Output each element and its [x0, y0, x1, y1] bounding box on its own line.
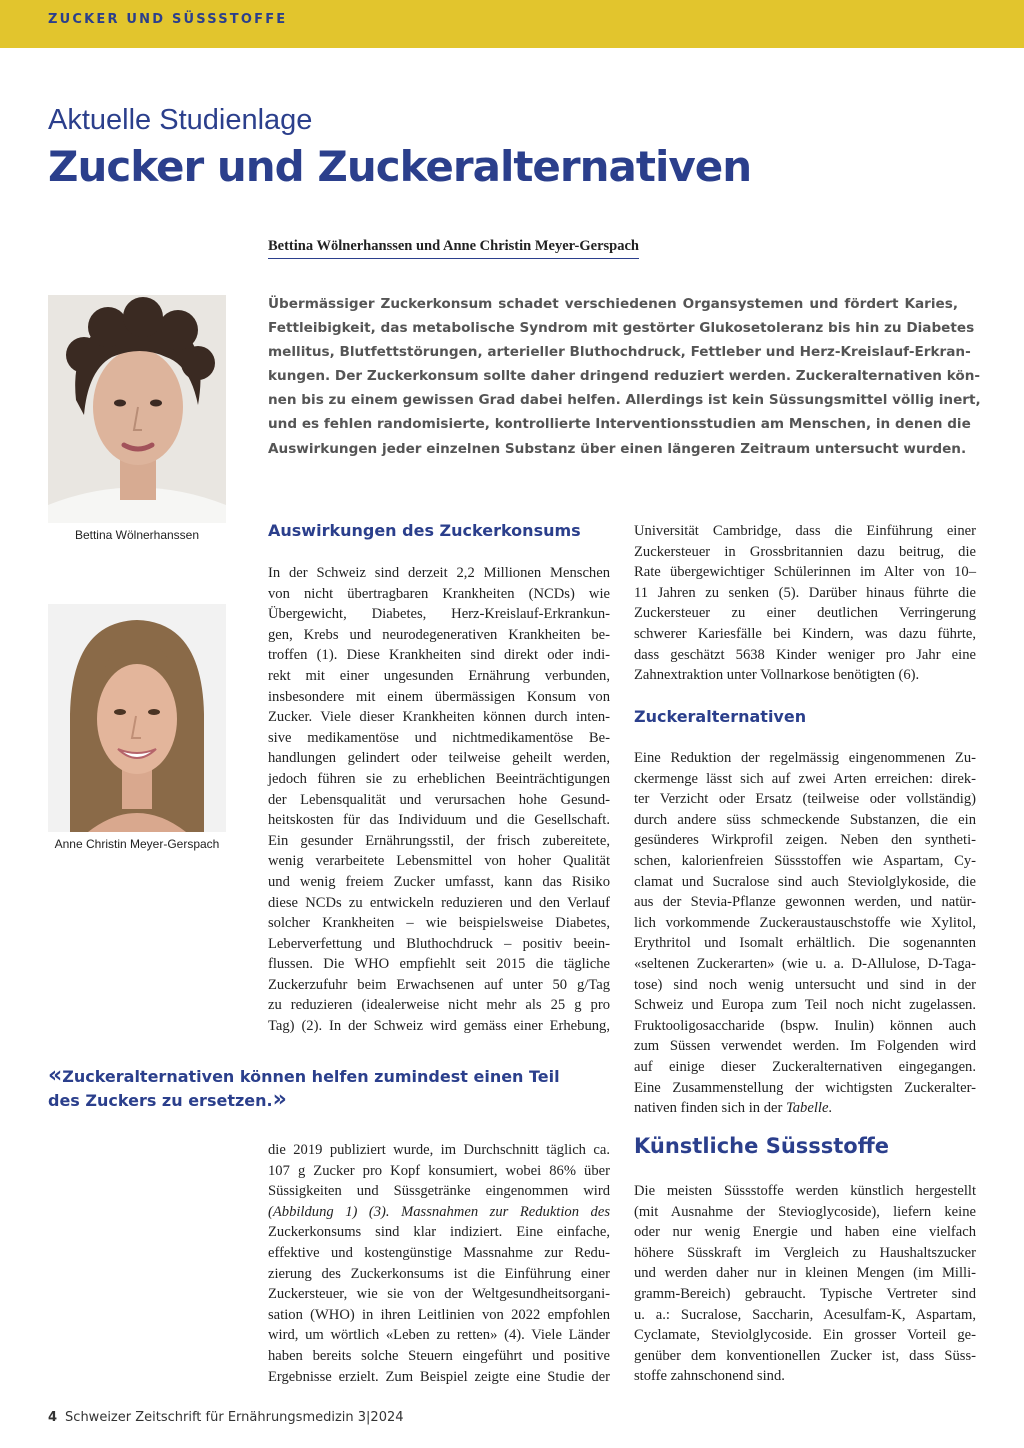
text-line: Zuckersteuer zu einer deutlichen Verringerung	[634, 605, 976, 622]
abstract-line: kungen. Der Zuckerkonsum sollte daher dringend reduziert werden. Zuckeralternativen kön-	[268, 368, 981, 385]
text-line: durch andere süss schmeckende Substanzen, die ein	[634, 811, 976, 828]
text-line: Schweiz und Europa zum Teil noch nicht zugelassen.	[634, 997, 976, 1014]
text-line: Universität Cambridge, dass die Einführung einer	[634, 523, 976, 539]
abstract-line: nen bis zu einem gewissen Grad dabei helfen. Allerdings ist kein Süssungsmittel völlig inert,	[268, 392, 981, 409]
quote-open-mark: «	[48, 1063, 63, 1088]
text-line: solcher Krankheiten – wie beispielsweise Diabetes,	[268, 915, 610, 932]
body-text-mid-lower	[268, 1140, 610, 1387]
text-line: (mit Ausnahme der Stevioglycoside), liefern keine	[634, 1203, 976, 1220]
text-line: Cyclamate, Steviolglycoside. Ein grosser Vorteil ge-	[634, 1327, 976, 1344]
text-line: Ein gesunder Ernährungsstil, der frisch zubereitete,	[268, 832, 610, 849]
text-line: genüber dem konventionellen Zucker ist, dass Süss-	[634, 1347, 976, 1364]
text-line: gramm-Bereich) gebraucht. Typische Vertreter sind	[634, 1285, 976, 1302]
text-line: wenig verarbeitete Lebensmittel von hoher Qualität	[268, 853, 610, 870]
text-line: Eine Reduktion der regelmässig eingenommenen Zu-	[634, 750, 976, 766]
text-line	[634, 1098, 976, 1119]
text-line: lich vorkommende Zuckeraustauschstoffe wie Xylitol,	[634, 914, 976, 931]
text-line: sive medikamentöse und nichtmedikamentöse Be-	[268, 729, 610, 746]
text-line: Eine Zusammenstellung der wichtigsten Zuckeralter-	[634, 1079, 976, 1096]
abstract-line: Auswirkungen jeder einzelnen Substanz über einen längeren Zeitraum untersucht wurden.	[268, 440, 967, 457]
text-line: auf einige dieser Zuckeralternativen eingegangen.	[634, 1058, 976, 1075]
text-line: Zuckersteuer, wie sie von der Weltgesundheitsorgani-	[268, 1286, 610, 1303]
section-heading-zuckeralternativen: Zuckeralternativen	[634, 707, 807, 726]
author-caption-meyer-gerspach: Anne Christin Meyer-Gerspach	[54, 837, 220, 851]
text-line: dass geschätzt 5638 Kinder weniger pro Jahr eine	[634, 646, 976, 663]
text-line: schen, kalorienfreien Süssstoffen wie Aspartam, Cy-	[634, 852, 976, 869]
text-line: höhere Süsskraft im Vergleich zu Haushaltszucker	[634, 1244, 976, 1261]
section-label: ZUCKER UND SÜSSSTOFFE	[48, 12, 288, 27]
text-line: aus der Stevia-Pflanze gewonnen werden, und natür-	[634, 894, 976, 911]
text-line: Zucker. Viele dieser Krankheiten können durch inten-	[268, 709, 610, 726]
text-line: Zuckerzufuhr beim Erwachsenen auf unter 50 g/Tag	[268, 976, 610, 993]
article-authors: Bettina Wölnerhanssen und Anne Christin Meyer-Gerspach	[268, 238, 639, 259]
quote-close-mark: »	[272, 1087, 287, 1112]
author-photo-woelnerhanssen	[48, 295, 226, 523]
text-line: schwerer Kariesfälle bei Kindern, was dazu führte,	[634, 625, 976, 642]
abstract-line: Übermässiger Zuckerkonsum schadet verschiedenen Organsystemen und fördert Karies,	[268, 296, 958, 312]
text-line: flussen. Die WHO empfiehlt seit 2015 die tägliche	[268, 956, 610, 973]
text-line: gen, Krebs und neurodegenerativen Krankheiten be-	[268, 626, 610, 643]
text-line: und werden daher nur in kleinen Mengen (im Milli-	[634, 1265, 976, 1282]
body-text-right-middle	[634, 748, 976, 1119]
text-line: Zahnextraktion unter Vollnarkose benötigten (6).	[634, 667, 920, 684]
text-line: von nicht übertragbaren Krankheiten (NCDs) wie	[268, 585, 610, 602]
author-photo-meyer-gerspach	[48, 604, 226, 832]
text-line: diese NCDs zu entwickeln reduzieren und den Verlauf	[268, 894, 610, 911]
text-line: 11 Jahren zu senken (5). Darüber hinaus führte die	[634, 584, 976, 601]
text-line: wird, um wörtlich «Leben zu retten» (4). Viele Länder	[268, 1327, 610, 1344]
text-fragment: .	[828, 1100, 833, 1117]
article-title: Zucker und Zuckeralternativen	[48, 142, 752, 191]
text-line: Übergewicht, Diabetes, Herz-Kreislauf-Erkrankun-	[268, 606, 610, 623]
section-heading-zuckerkonsum: Auswirkungen des Zuckerkonsums	[268, 521, 581, 540]
text-line: Leberverfettung und Bluthochdruck – positiv beein-	[268, 935, 610, 952]
author-caption-woelnerhanssen: Bettina Wölnerhanssen	[74, 528, 200, 542]
body-text-mid-upper	[268, 563, 610, 1037]
quote-line: Zuckeralternativen können helfen zumindest einen Teil	[62, 1067, 560, 1086]
text-line: «seltenen Zuckerarten» (wie u. a. D-Allulose, D-Taga-	[634, 955, 976, 972]
text-line: stoffe zahnschonend sind.	[634, 1368, 785, 1385]
text-line: 107 g Zucker pro Kopf konsumiert, wobei 86% über	[268, 1162, 610, 1179]
text-line: zum Süssen verwendet werden. Im Folgenden wird	[634, 1038, 976, 1055]
text-line: In der Schweiz sind derzeit 2,2 Millionen Menschen	[268, 565, 610, 581]
text-line: heitskosten für das Individuum und die Gesellschaft.	[268, 812, 610, 829]
text-line: Die meisten Süssstoffe werden künstlich hergestellt	[634, 1183, 976, 1199]
abstract-line: Fettleibigkeit, das metabolische Syndrom mit gestörter Glukosetoleranz bis hin zu Diabetes	[268, 320, 975, 337]
text-line: handlungen gelindert oder teilweise geheilt werden,	[268, 750, 610, 767]
text-line: Rate übergewichtiger Schülerinnen im Alter von 10–	[634, 564, 976, 581]
text-line: sation (WHO) in ihren Leitlinien von 2022 empfohlen	[268, 1306, 610, 1323]
text-line: Süssigkeiten und Süssgetränke eingenommen wird	[268, 1183, 610, 1200]
text-line: Zuckerkonsums sind klar indiziert. Eine einfache,	[268, 1224, 610, 1241]
text-line: der Lebensqualität und verursachen hohe Gesund-	[268, 791, 610, 808]
text-line: clamat und Sucralose sind auch Steviolglykoside, die	[634, 873, 976, 890]
text-line: Fruktooligosaccharide (bspw. Inulin) können auch	[634, 1017, 976, 1034]
text-line: Erythritol und Isomalt erhältlich. Die sogenannten	[634, 935, 976, 952]
text-line: insbesondere mit einem übermässigen Konsum von	[268, 688, 610, 705]
text-line: oder nur wenig Energie und haben eine vielfach	[634, 1224, 976, 1241]
text-line: Tag) (2). In der Schweiz wird gemäss einer Erhebung,	[268, 1018, 610, 1035]
body-text-right-upper	[634, 521, 976, 686]
text-line: gesünderes Wirkprofil zeigen. Neben den syntheti-	[634, 832, 976, 849]
journal-name: Schweizer Zeitschrift für Ernährungsmedizin 3|2024	[65, 1410, 404, 1425]
text-line: und wenig freiem Zucker umfasst, kann das Risiko	[268, 873, 610, 890]
article-abstract	[268, 292, 981, 461]
abstract-line: mellitus, Blutfettstörungen, arterieller Bluthochdruck, Fettleber und Herz-Kreislauf-Erkran-	[268, 344, 971, 361]
text-line: effektive und kostengünstige Massnahme zur Redu-	[268, 1244, 610, 1261]
text-line: jedoch führen sie zu erheblichen Beeinträchtigungen	[268, 770, 610, 787]
text-line: tose) sind noch wenig untersucht und sind in der	[634, 976, 976, 993]
section-header-bar	[0, 0, 1024, 48]
text-line: zierung des Zuckerkonsums ist die Einführung einer	[268, 1265, 610, 1282]
article-kicker: Aktuelle Studienlage	[48, 104, 313, 136]
page-number: 4	[48, 1410, 58, 1425]
text-fragment: nativen finden sich in der	[634, 1100, 786, 1117]
text-line: (Abbildung 1) (3). Massnahmen zur Reduktion des	[268, 1203, 610, 1220]
quote-line: des Zuckers zu ersetzen.	[48, 1091, 273, 1110]
text-line: ter Verzicht oder Ersatz (teilweise oder vollständig)	[634, 791, 976, 808]
text-line: ckermenge lässt sich auf zwei Arten erreichen: direk-	[634, 770, 976, 787]
text-line: rekt mit einer ungesunden Ernährung verbunden,	[268, 667, 610, 684]
abstract-line: und es fehlen randomisierte, kontrollierte Interventionsstudien am Menschen, in denen die	[268, 416, 971, 433]
table-reference: Tabelle	[785, 1100, 829, 1117]
text-line: u. a.: Sucralose, Saccharin, Acesulfam-K, Aspartam,	[634, 1306, 976, 1323]
section-heading-kuenstliche-suessstoffe: Künstliche Süssstoffe	[634, 1134, 889, 1158]
text-line: haben bereits solche Steuern eingeführt und positive	[268, 1347, 610, 1364]
body-text-right-lower	[634, 1181, 976, 1387]
page-footer	[48, 1410, 404, 1425]
text-line: zu reduzieren (idealerweise nicht mehr als 25 g pro	[268, 997, 610, 1014]
text-line: troffen (1). Diese Krankheiten sind direkt oder indi-	[268, 647, 610, 664]
text-line: Ergebnisse erzielt. Zum Beispiel zeigte eine Studie der	[268, 1368, 610, 1385]
text-line: Zuckersteuer in Grossbritannien dazu beitrug, die	[634, 543, 976, 560]
pull-quote	[48, 1064, 608, 1112]
text-line: die 2019 publiziert wurde, im Durchschnitt täglich ca.	[268, 1142, 610, 1158]
